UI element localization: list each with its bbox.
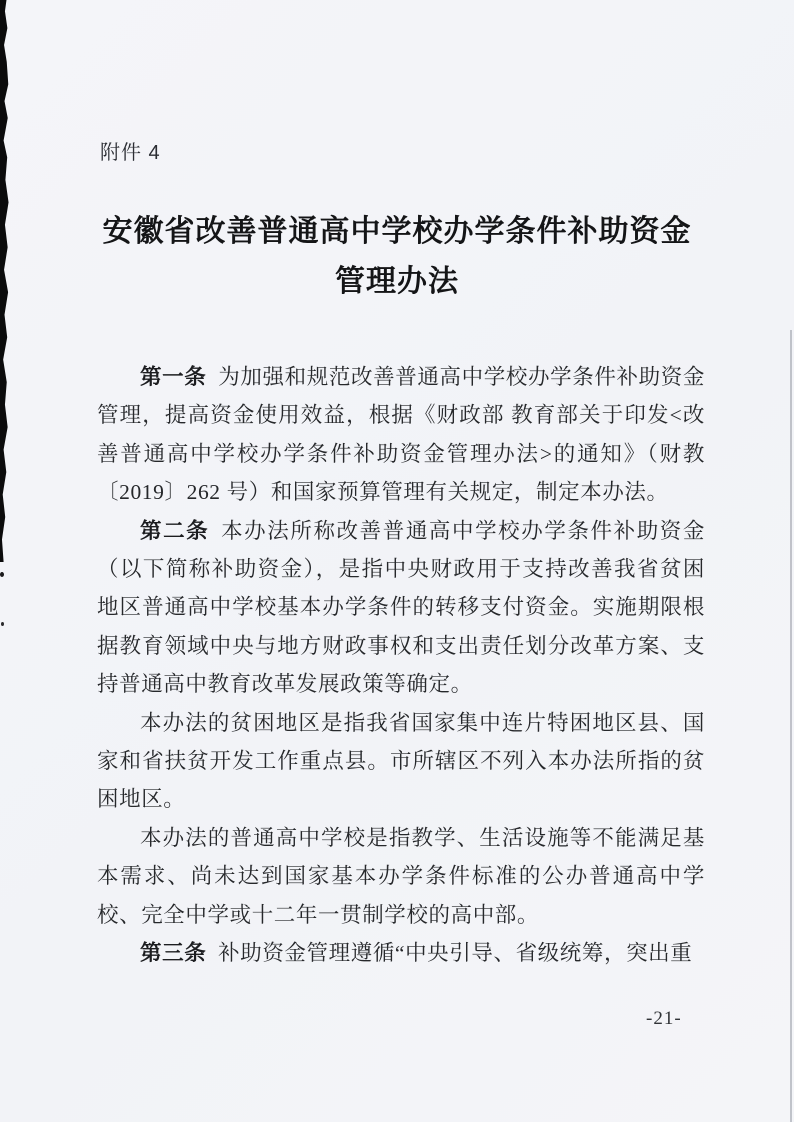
paragraph-article-2: [97, 512, 705, 704]
attachment-label: 附件 4: [100, 142, 161, 164]
article-3-number: 第三条: [140, 941, 207, 966]
article-1-number: 第一条: [140, 365, 207, 389]
paragraph-school-definition-text: 本办法的普通高中学校是指教学、生活设施等不能满足基本需求、尚未达到国家基本办学条件标准的公办普通高中学校、完全中学或十二年一贯制学校的高中部。: [97, 825, 705, 927]
document-body: [97, 358, 705, 973]
document-title-line-2: 管理办法: [335, 265, 459, 298]
article-3-text: 补助资金管理遵循“中央引导、省级统筹，突出重: [218, 941, 693, 966]
document-title: [0, 207, 794, 307]
paragraph-poverty-areas-text: 本办法的贫困地区是指我省国家集中连片特困地区县、国家和省扶贫开发工作重点县。市所辖区不列入本办法所指的贫困地区。: [97, 710, 705, 812]
article-2-number: 第二条: [140, 518, 210, 543]
scan-speck: [0, 572, 4, 577]
paragraph-poverty-areas: [97, 704, 705, 819]
page-number: -21-: [646, 1008, 682, 1029]
scan-speck: [1, 622, 4, 626]
paragraph-article-3: [97, 934, 705, 972]
paragraph-article-1: [97, 358, 705, 512]
article-2-text: 本办法所称改善普通高中学校办学条件补助资金（以下简称补助资金），是指中央财政用于支持改善我省贫困地区普通高中学校基本办学条件的转移支付资金。实施期限根据教育领域中央与地方财政事权和支出责任划分改革方案、支持普通高中教育改革发展政策等确定。: [97, 518, 705, 697]
document-title-line-1: 安徽省改善普通高中学校办学条件补助资金: [102, 215, 692, 248]
scan-fold-line: [790, 330, 792, 1122]
article-1-text: 为加强和规范改善普通高中学校办学条件补助资金管理，提高资金使用效益，根据《财政部 教育部关于印发<改善普通高中学校办学条件补助资金管理办法>的通知》（财教〔2019〕262 号）和国家预算管理有关规定，制定本办法。: [97, 365, 705, 505]
paragraph-school-definition: [97, 819, 705, 934]
